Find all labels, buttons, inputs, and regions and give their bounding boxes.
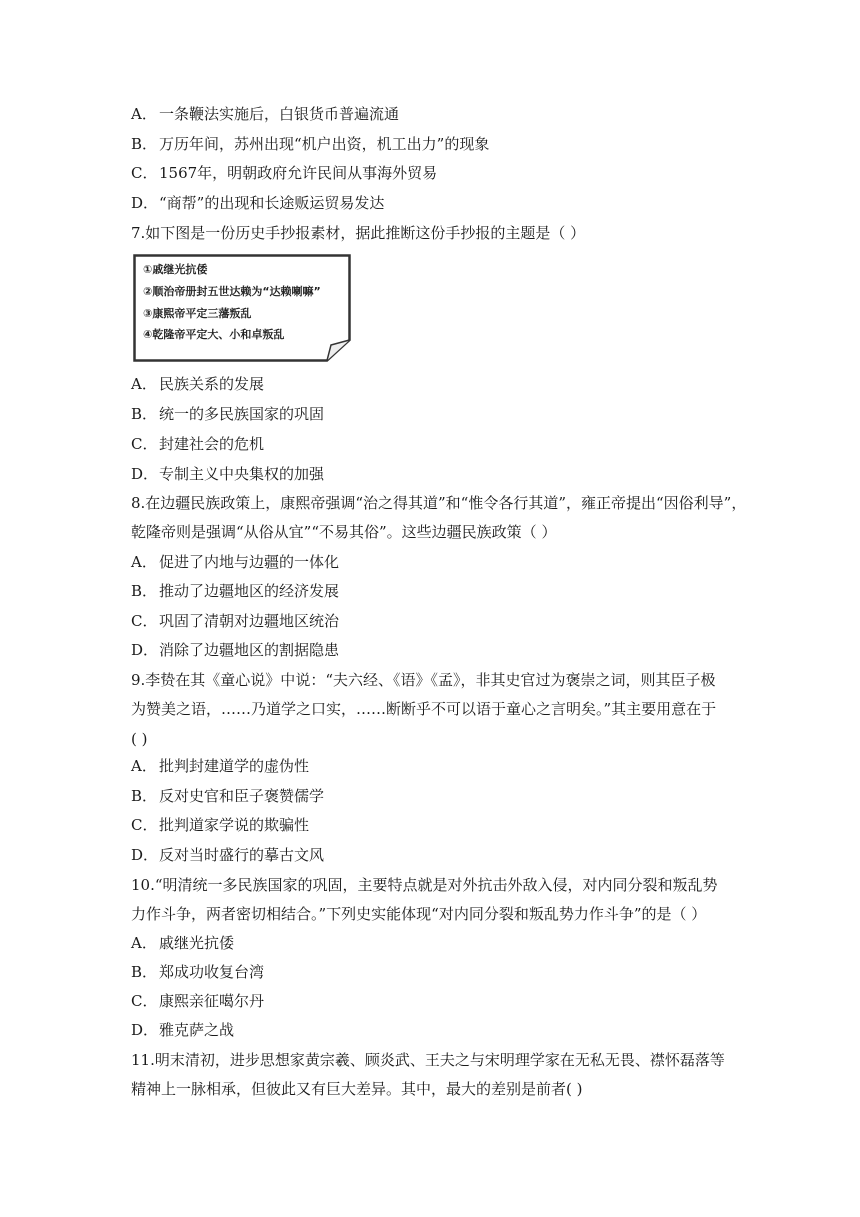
q7-option-b: B． 统一的多民族国家的巩固 — [131, 405, 325, 423]
q7-figure-line-1: ①戚继光抗倭 — [143, 263, 208, 276]
q9-stem-line-1: 9.李贽在其《童心说》中说：“夫六经、《语》《孟》，非其史官过为褒崇之词，则其臣子极 — [131, 671, 716, 689]
q8-option-d: D．消除了边疆地区的割据隐患 — [131, 641, 340, 659]
q7-figure-line-2: ②顺治帝册封五世达赖为“达赖喇嘛” — [143, 285, 321, 298]
q7-option-d: D．专制主义中央集权的加强 — [131, 465, 325, 483]
q9-option-a: A． 批判封建道学的虚伪性 — [131, 757, 310, 775]
q8-stem-line-2: 乾隆帝则是强调“从俗从宜”“不易其俗”。这些边疆民族政策（ ） — [131, 523, 557, 541]
q8-stem-line-1: 8.在边疆民族政策上，康熙帝强调“治之得其道”和“惟令各行其道”，雍正帝提出“因俗利导”， — [131, 494, 747, 512]
q6-option-a: A． 一条鞭法实施后，白银货币普遍流通 — [131, 105, 400, 123]
q10-option-c: C． 康熙亲征噶尔丹 — [131, 992, 265, 1010]
q10-stem-line-2: 力作斗争，两者密切相结合。”下列史实能体现“对内同分裂和叛乱势力作斗争”的是（ ） — [131, 905, 707, 923]
q7-figure-line-3: ③康熙帝平定三藩叛乱 — [143, 307, 252, 320]
q10-option-b: B． 郑成功收复台湾 — [131, 963, 265, 981]
q6-option-d: D．“商帮”的出现和长途贩运贸易发达 — [131, 194, 385, 212]
q10-stem-line-1: 10.“明清统一多民族国家的巩固，主要特点就是对外抗击外敌入侵，对内同分裂和叛乱势 — [131, 876, 718, 894]
q8-option-b: B． 推动了边疆地区的经济发展 — [131, 582, 340, 600]
q7-option-c: C． 封建社会的危机 — [131, 435, 265, 453]
q6-option-c: C． 1567年，明朝政府允许民间从事海外贸易 — [131, 164, 438, 182]
q11-stem-line-2: 精神上一脉相承，但彼此又有巨大差异。其中，最大的差别是前者( ) — [131, 1080, 583, 1098]
q10-option-d: D．雅克萨之战 — [131, 1021, 235, 1039]
q9-stem-line-3: ( ) — [131, 730, 148, 748]
q7-figure-note — [133, 254, 351, 362]
q10-option-a: A． 戚继光抗倭 — [131, 934, 235, 952]
q7-figure-line-4: ④乾隆帝平定大、小和卓叛乱 — [143, 328, 285, 341]
q9-option-d: D．反对当时盛行的摹古文风 — [131, 846, 325, 864]
q8-option-c: C． 巩固了清朝对边疆地区统治 — [131, 612, 340, 630]
q9-option-c: C． 批判道家学说的欺骗性 — [131, 816, 310, 834]
q7-option-a: A． 民族关系的发展 — [131, 375, 265, 393]
q7-stem: 7.如下图是一份历史手抄报素材，据此推断这份手抄报的主题是（ ） — [131, 224, 586, 242]
q9-option-b: B． 反对史官和臣子褒赞儒学 — [131, 787, 325, 805]
q8-option-a: A． 促进了内地与边疆的一体化 — [131, 553, 340, 571]
q11-stem-line-1: 11.明末清初，进步思想家黄宗羲、顾炎武、王夫之与宋明理学家在无私无畏、襟怀磊落等 — [131, 1051, 725, 1069]
q9-stem-line-2: 为赞美之语，……乃道学之口实，……断断乎不可以语于童心之言明矣。”其主要用意在于 — [131, 700, 717, 718]
q6-option-b: B． 万历年间，苏州出现“机户出资，机工出力”的现象 — [131, 135, 490, 153]
